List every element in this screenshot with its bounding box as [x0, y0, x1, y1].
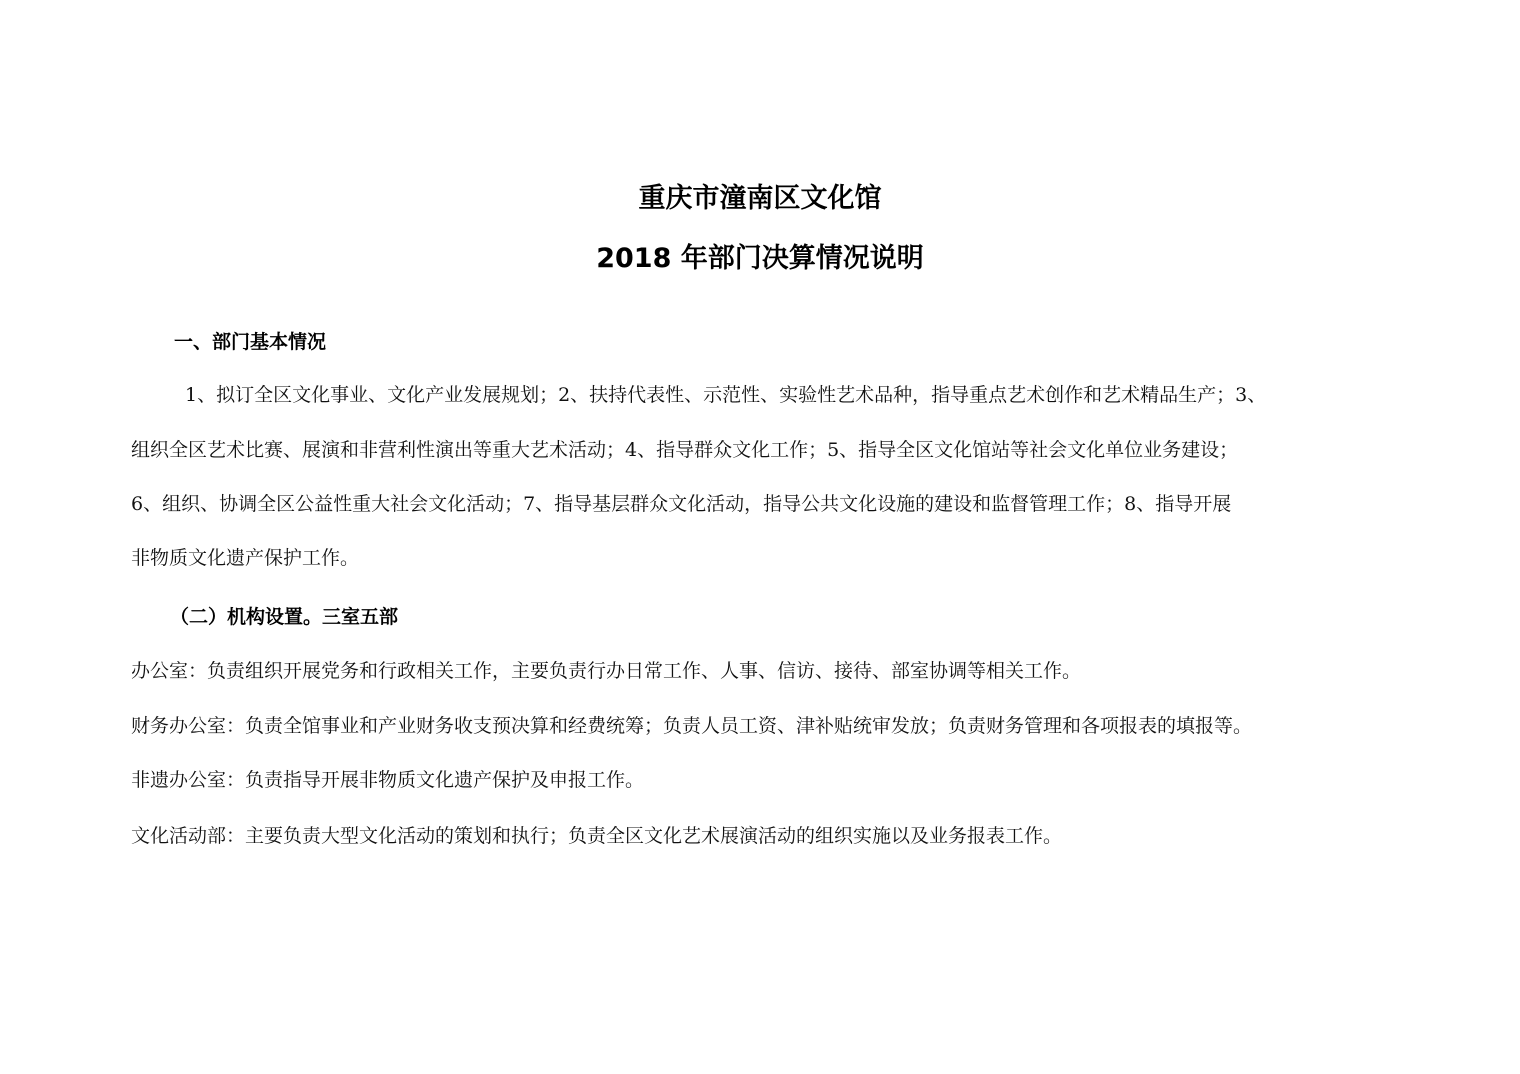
document-title: 重庆市潼南区文化馆 [638, 183, 882, 214]
paragraph-line: 组织全区艺术比赛、展演和非营利性演出等重大艺术活动；4、指导群众文化工作；5、指导全区文化馆站等社会文化单位业务建设； [131, 439, 1239, 461]
document-subtitle: 2018 年部门决算情况说明 [596, 243, 924, 274]
org-item-office: 办公室：负责组织开展党务和行政相关工作，主要负责行办日常工作、人事、信访、接待、部室协调等相关工作。 [131, 660, 1082, 682]
section-heading-organization: （二）机构设置。三室五部 [170, 606, 399, 628]
section-heading-basic-info: 一、部门基本情况 [174, 331, 327, 353]
org-item-cultural-activities: 文化活动部：主要负责大型文化活动的策划和执行；负责全区文化艺术展演活动的组织实施以及业务报表工作。 [131, 825, 1063, 847]
paragraph-line: 6、组织、协调全区公益性重大社会文化活动；7、指导基层群众文化活动，指导公共文化设施的建设和监督管理工作；8、指导开展 [131, 493, 1232, 515]
paragraph-line: 非物质文化遗产保护工作。 [131, 547, 360, 569]
org-item-heritage-office: 非遗办公室：负责指导开展非物质文化遗产保护及申报工作。 [131, 769, 645, 791]
paragraph-line: 1、拟订全区文化事业、文化产业发展规划；2、扶持代表性、示范性、实验性艺术品种，指导重点艺术创作和艺术精品生产；3、 [185, 384, 1267, 406]
org-item-finance-office: 财务办公室：负责全馆事业和产业财务收支预决算和经费统筹；负责人员工资、津补贴统审发放；负责财务管理和各项报表的填报等。 [131, 715, 1253, 737]
